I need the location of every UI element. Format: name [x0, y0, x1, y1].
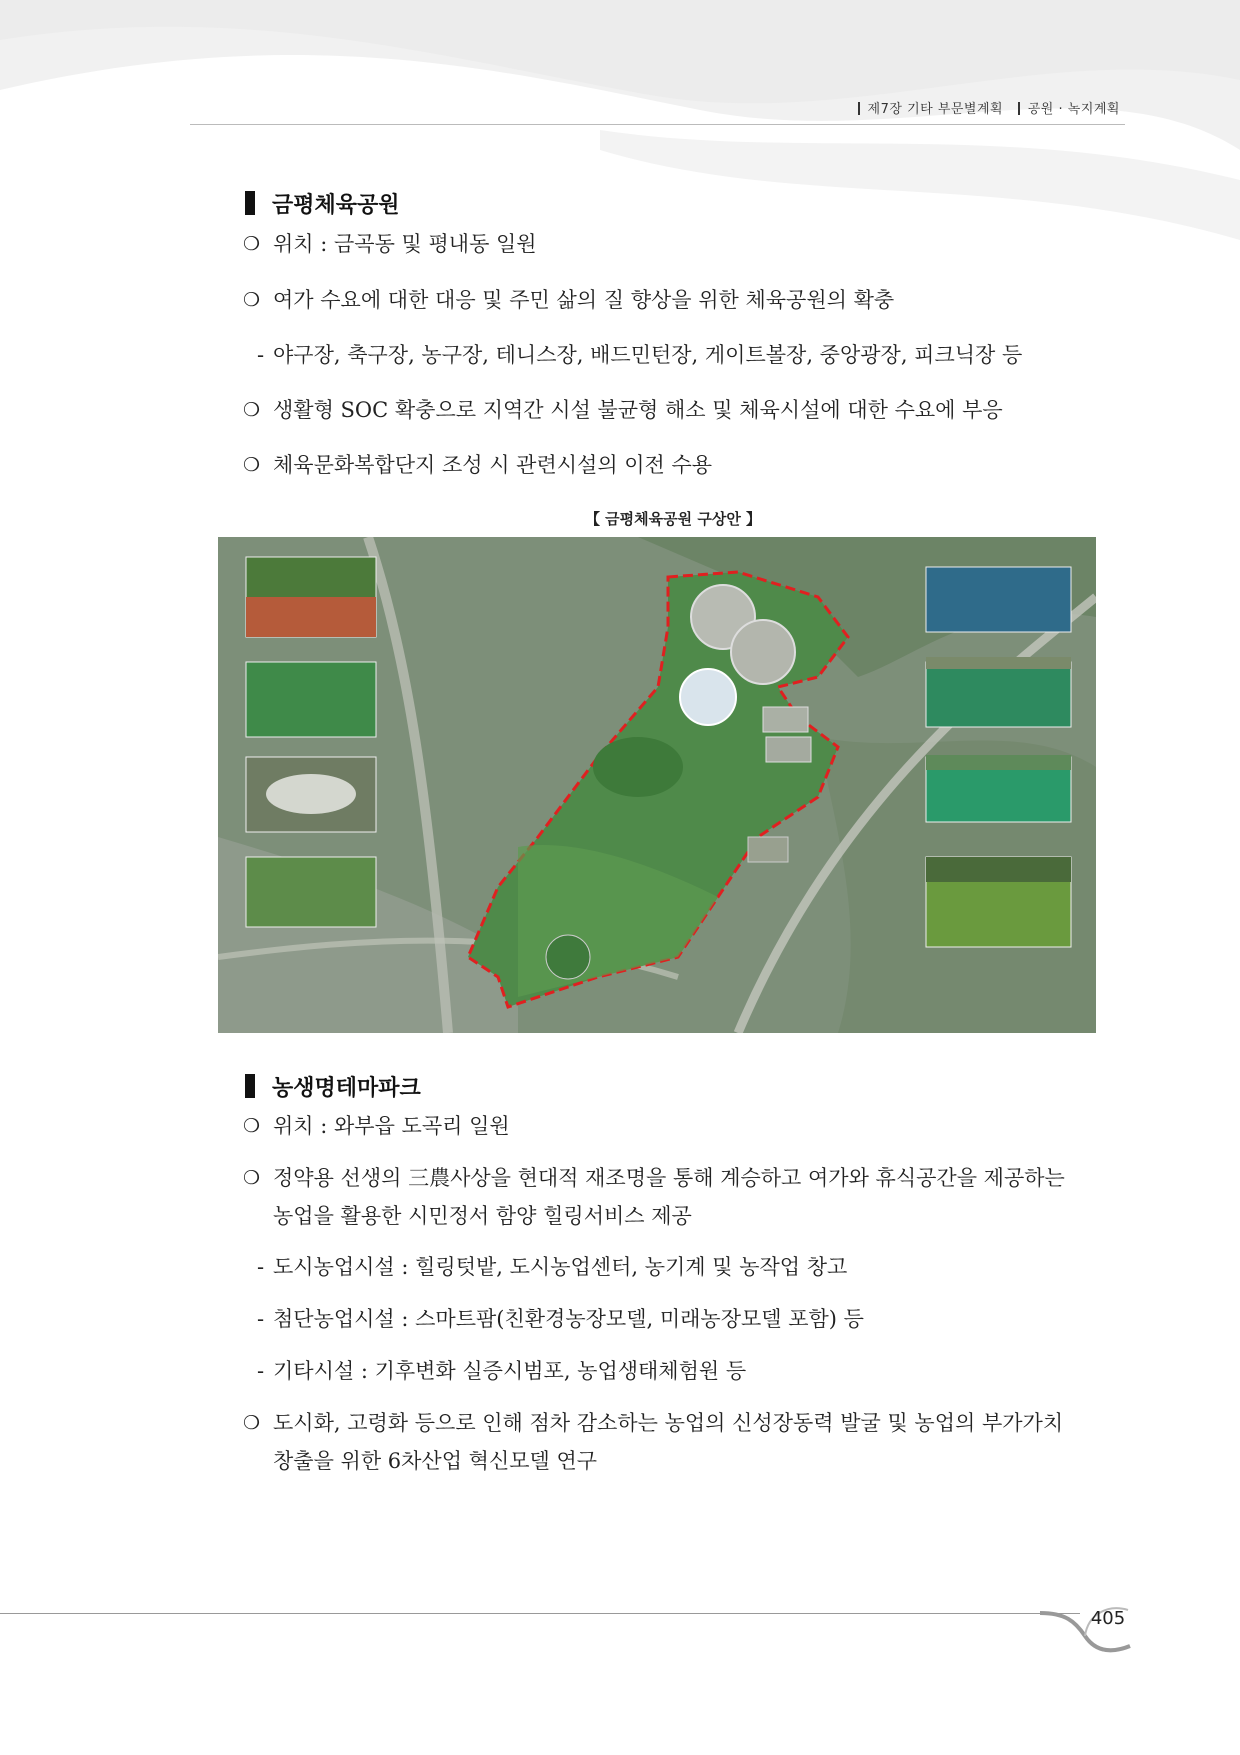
bullet-item: [243, 450, 1123, 480]
circle-bullet-icon: ❍: [243, 1412, 261, 1434]
bullet-continuation: 농업을 활용한 시민정서 함양 힐링서비스 제공: [273, 1204, 692, 1228]
dash-bullet: -: [257, 1307, 265, 1331]
dash-text: 첨단농업시설 : 스마트팜(친환경농장모델, 미래농장모델 포함) 등: [273, 1307, 864, 1331]
circle-bullet-icon: ❍: [243, 233, 261, 255]
section-title: [245, 186, 1123, 220]
bullet-continuation: 창출을 위한 6차산업 혁신모델 연구: [273, 1449, 598, 1473]
dash-item: [243, 1304, 1123, 1334]
park-plan-map: [218, 537, 1096, 1033]
bullet-item: [243, 1408, 1123, 1438]
dash-bullet: -: [257, 343, 265, 367]
bullet-text: 여가 수요에 대한 대응 및 주민 삶의 질 향상을 위한 체육공원의 확충: [273, 288, 895, 312]
bullet-text: 정약용 선생의 三農사상을 현대적 재조명을 통해 계승하고 여가와 휴식공간을 제공하는: [273, 1166, 1065, 1190]
header-divider: [1018, 102, 1020, 115]
bullet-text: 체육문화복합단지 조성 시 관련시설의 이전 수용: [273, 453, 713, 477]
aerial-map-illustration: [218, 537, 1096, 1033]
section-title-text: 농생명테마파크: [272, 1075, 421, 1101]
page-content: [243, 186, 1123, 1476]
dash-bullet: -: [257, 1359, 265, 1383]
bullet-item: [243, 1163, 1123, 1193]
circle-bullet-icon: ❍: [243, 289, 261, 311]
header-chapter: 제7장 기타 부문별계획: [867, 102, 1004, 117]
figure-caption: 【 금평체육공원 구상안 】: [584, 510, 762, 528]
section-marker-icon: [245, 191, 255, 215]
circle-bullet-icon: ❍: [243, 1115, 261, 1137]
bullet-text: 위치 : 금곡동 및 평내동 일원: [273, 232, 537, 256]
header-section: 공원 · 녹지계획: [1027, 102, 1120, 117]
running-header: [858, 98, 1120, 117]
circle-bullet-icon: ❍: [243, 454, 261, 476]
dash-text: 기타시설 : 기후변화 실증시범포, 농업생태체험원 등: [273, 1359, 747, 1383]
section-marker-icon: [245, 1074, 255, 1098]
bullet-item: [243, 285, 1123, 315]
bullet-item: [243, 395, 1123, 425]
bullet-item: [243, 1111, 1123, 1141]
dash-bullet: -: [257, 1255, 265, 1279]
header-rule: [190, 124, 1125, 125]
bullet-text: 도시화, 고령화 등으로 인해 점차 감소하는 농업의 신성장동력 발굴 및 농업의 부가가치: [273, 1411, 1064, 1435]
dash-item: [243, 1356, 1123, 1386]
dash-text: 도시농업시설 : 힐링텃밭, 도시농업센터, 농기계 및 농작업 창고: [273, 1255, 848, 1279]
bullet-text: 생활형 SOC 확충으로 지역간 시설 불균형 해소 및 체육시설에 대한 수요에 부응: [273, 398, 1003, 422]
page-number: 405: [1090, 1608, 1126, 1629]
bullet-text: 위치 : 와부읍 도곡리 일원: [273, 1114, 510, 1138]
circle-bullet-icon: ❍: [243, 399, 261, 421]
header-divider: [858, 102, 860, 115]
section-title-text: 금평체육공원: [272, 192, 400, 218]
footer-rule: [0, 1613, 1080, 1614]
dash-item: [243, 1252, 1123, 1282]
section-title: [245, 1069, 1123, 1103]
dash-item: [243, 340, 1123, 370]
circle-bullet-icon: ❍: [243, 1167, 261, 1189]
bullet-item: [243, 229, 1123, 259]
dash-text: 야구장, 축구장, 농구장, 테니스장, 배드민턴장, 게이트볼장, 중앙광장, 피크닉장 등: [273, 343, 1023, 367]
